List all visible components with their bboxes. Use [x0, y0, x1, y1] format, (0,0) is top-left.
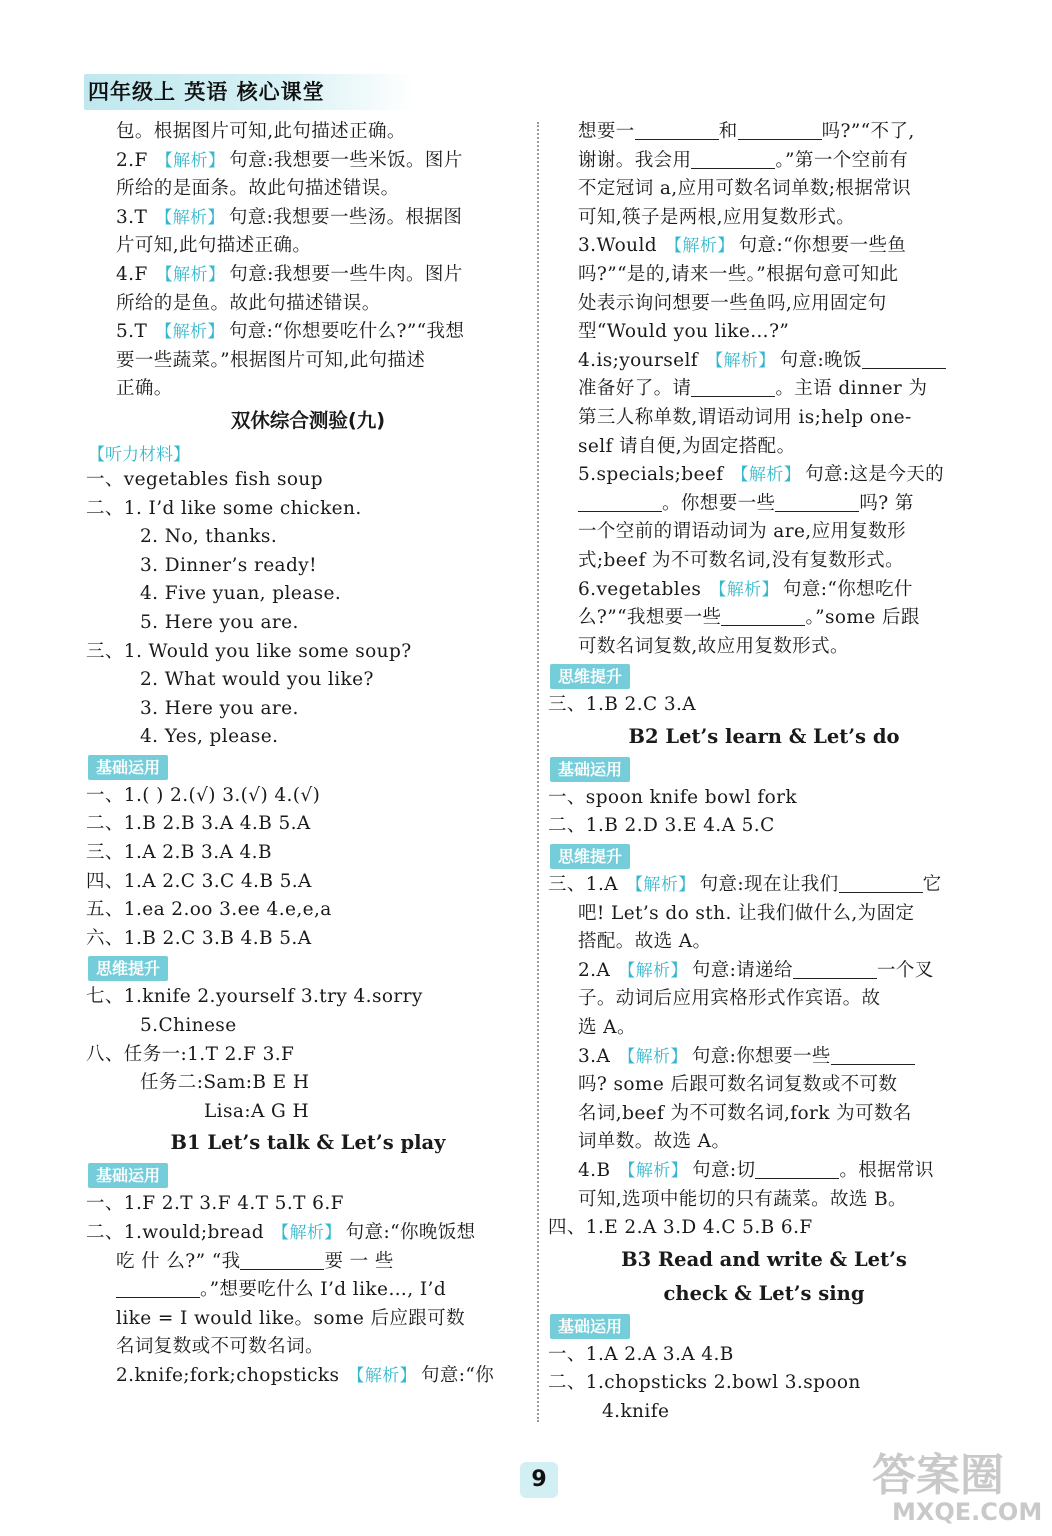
line-text: 想要一	[578, 121, 635, 142]
text-line	[548, 433, 980, 462]
line-text-mid: 和	[718, 121, 738, 142]
line-text: self 请自便,为固定搭配。	[578, 435, 796, 457]
text-line	[86, 666, 530, 695]
text-line	[86, 723, 530, 752]
text-line	[86, 1276, 530, 1305]
badge-row	[548, 661, 980, 691]
line-text: 可知,选项中能切的只有蔬菜。故选 B。	[578, 1188, 907, 1210]
line-text: 名词复数或不可数名词。	[116, 1336, 324, 1358]
line-text: 句意:切	[692, 1160, 756, 1181]
line-text: 一、vegetables fish soup	[86, 468, 323, 490]
watermark-top-text: 答案圈	[872, 1450, 1004, 1501]
text-line	[548, 1157, 980, 1186]
line-text: 选 A。	[578, 1017, 636, 1039]
text-line	[86, 638, 530, 667]
text-line	[548, 1100, 980, 1129]
line-text: like = I would like。some 后应跟可数	[116, 1307, 465, 1329]
line-text: 3. Here you are.	[140, 697, 299, 719]
line-text: 任务二:Sam:B E H	[140, 1072, 310, 1094]
analysis-tag: 【解析】	[731, 465, 802, 486]
analysis-tag: 【解析】	[618, 1161, 689, 1181]
analysis-tag: 【解析】	[272, 1223, 342, 1243]
text-line	[548, 1043, 980, 1072]
answer-blank	[116, 1277, 200, 1298]
badge-row	[86, 438, 530, 466]
line-text: 句意:“你想吃什	[782, 578, 913, 600]
item-number: 5.specials;beef	[578, 464, 724, 486]
item-number: 4.F	[116, 263, 148, 285]
line-text: 不定冠词 a,应用可数名词单数;根据常识	[578, 178, 912, 200]
text-line	[548, 1341, 980, 1370]
line-text-post: 。主语 dinner 为	[775, 378, 928, 400]
text-line	[548, 1398, 980, 1427]
text-line	[86, 1333, 530, 1362]
answer-blank	[775, 491, 859, 512]
text-line	[86, 1248, 530, 1277]
text-line	[548, 547, 980, 576]
text-line	[86, 609, 530, 638]
line-text: 第三人称单数,谓语动词用 is;help one-	[578, 406, 912, 428]
text-line	[548, 633, 980, 662]
answer-blank	[578, 491, 662, 512]
line-text: 吗?”“是的,请来一些。”根据句意可知此	[578, 263, 899, 285]
line-text: 三、1. Would you like some soup?	[86, 640, 412, 662]
text-line	[86, 1305, 530, 1334]
badge-row	[86, 1160, 530, 1190]
answer-blank	[755, 1158, 839, 1179]
text-line	[548, 404, 980, 433]
text-line	[86, 523, 530, 552]
line-text: 2. No, thanks.	[140, 526, 278, 548]
answer-blank	[793, 958, 877, 979]
line-text: 可知,筷子是两根,应用复数形式。	[578, 206, 856, 228]
text-line	[548, 900, 980, 929]
text-line	[548, 1369, 980, 1398]
line-text: 句意:你想要一些	[691, 1045, 831, 1067]
analysis-tag: 【解析】	[155, 322, 225, 343]
answer-blank	[721, 605, 805, 626]
text-line	[548, 1071, 980, 1100]
line-text: 二、1. I’d like some chicken.	[86, 497, 362, 519]
line-text: 句意:“你晚饭想	[345, 1222, 476, 1243]
text-line	[548, 871, 980, 900]
text-line	[86, 175, 530, 204]
line-text: 八、任务一:1.T 2.F 3.F	[86, 1043, 295, 1065]
answer-blank	[839, 872, 923, 893]
text-line	[86, 118, 530, 147]
text-line	[86, 552, 530, 581]
line-text: 4. Yes, please.	[140, 726, 279, 748]
line-text: 一个空前的谓语动词为 are,应用复数形	[578, 521, 907, 543]
analysis-tag: 【解析】	[665, 236, 735, 257]
text-line	[86, 580, 530, 609]
answer-blank	[240, 1249, 324, 1270]
line-text: 句意:晚饭	[779, 349, 862, 371]
answer-blank	[691, 148, 775, 169]
line-text: 句意:我想要一些米饭。图片	[229, 149, 463, 171]
item-number: 3.T	[116, 206, 148, 228]
analysis-tag: 【解析】	[618, 1046, 688, 1067]
line-text-post: 要 一 些	[324, 1250, 394, 1272]
line-text: 吃 什 么?” “我	[116, 1250, 241, 1272]
line-text: 要一些蔬菜。”根据图片可知,此句描述	[116, 349, 426, 371]
item-answer: 3.A	[578, 1045, 611, 1067]
text-line	[86, 1190, 530, 1219]
text-line	[86, 375, 530, 404]
page-number: 9	[531, 1467, 547, 1492]
item-answer: 2.knife;fork;chopsticks	[116, 1364, 340, 1386]
badge-row	[86, 752, 530, 782]
text-line	[548, 1214, 980, 1243]
left-column	[86, 118, 530, 1391]
line-text: 句意:这是今天的	[805, 464, 945, 486]
section-title: B1 Let’s talk & Let’s play	[170, 1131, 446, 1155]
line-text: 正确。	[116, 378, 173, 400]
section-badge: 思维提升	[88, 956, 168, 981]
text-line	[548, 490, 980, 519]
text-line	[548, 347, 980, 376]
section-badge: 基础运用	[550, 1314, 630, 1339]
section-title: B3 Read and write & Let’s	[621, 1247, 907, 1271]
line-text: 4. Five yuan, please.	[140, 583, 342, 605]
listening-label: 【听力材料】	[88, 444, 190, 465]
line-text: 句意:请递给	[691, 959, 793, 981]
text-line: 三、1.B 2.C 3.A	[548, 694, 697, 716]
column-divider	[537, 122, 539, 1422]
line-text-post: 。”第一个空前有	[775, 149, 909, 171]
text-line	[548, 461, 980, 490]
analysis-tag: 【解析】	[618, 960, 688, 981]
line-text: 5. Here you are.	[140, 611, 299, 633]
text-line	[86, 1219, 530, 1248]
answer-blank	[831, 1044, 915, 1065]
line-text: 3. Dinner’s ready!	[140, 554, 317, 576]
section-badge: 基础运用	[88, 1163, 168, 1188]
section-badge: 思维提升	[550, 844, 630, 869]
text-line	[86, 347, 530, 376]
line-text: 所给的是鱼。故此句描述错误。	[116, 292, 381, 314]
analysis-tag: 【解析】	[626, 875, 696, 896]
line-text: 句意:“你想要吃什么?”“我想	[228, 321, 465, 343]
text-line	[548, 204, 980, 233]
line-text: 片可知,此句描述正确。	[116, 235, 312, 257]
line-text: 处表示询问想要一些鱼吗,应用固定句	[578, 292, 887, 314]
answer-blank	[862, 348, 946, 369]
text-line: 二、1.B 2.D 3.E 4.A 5.C	[548, 815, 775, 837]
text-line: 一、spoon knife bowl fork	[548, 786, 797, 808]
text-line	[548, 118, 980, 147]
section-badge: 基础运用	[550, 757, 630, 782]
analysis-tag: 【解析】	[347, 1365, 417, 1386]
badge-row	[548, 754, 980, 784]
text-line	[86, 147, 530, 176]
line-text: 4.knife	[602, 1400, 670, 1422]
text-line	[548, 928, 980, 957]
line-text: 子。动词后应用宾格形式作宾语。故	[578, 988, 881, 1010]
section-badge: 思维提升	[550, 664, 630, 689]
text-line	[86, 466, 530, 495]
line-text-post: 。根据常识	[839, 1160, 934, 1181]
text-line	[548, 1128, 980, 1157]
line-text: 句意:我想要一些牛肉。图片	[229, 263, 463, 285]
text-line	[86, 1012, 530, 1041]
item-number: 4.is;yourself	[578, 349, 699, 371]
text-line	[86, 1069, 530, 1098]
line-text-post: 一个叉	[876, 959, 934, 981]
text-line: 五、1.ea 2.oo 3.ee 4.e,e,a	[86, 899, 332, 921]
text-line	[548, 375, 980, 404]
line-text: 式;beef 为不可数名词,没有复数形式。	[578, 549, 904, 571]
line-text: 。”想要吃什么 I’d like…, I’d	[200, 1279, 447, 1301]
item-number: 5.T	[116, 321, 148, 343]
line-text: 搭配。故选 A。	[578, 931, 712, 953]
header-title: 四年级上 英语 核心课堂	[88, 80, 325, 104]
line-text: 。你想要一些	[662, 492, 776, 514]
line-text-post: 它	[922, 874, 942, 896]
text-line	[548, 147, 980, 176]
section-title: 双休综合测验(九)	[230, 408, 386, 432]
text-line	[86, 1098, 530, 1127]
line-text: 吗? some 后跟可数名词复数或不可数	[578, 1074, 898, 1096]
section-badge: 基础运用	[88, 755, 168, 780]
line-text: 句意:现在让我们	[699, 874, 839, 896]
line-text: 句意:我想要一些汤。根据图	[228, 206, 463, 228]
right-column	[548, 118, 980, 1427]
line-text: 七、1.knife 2.yourself 3.try 4.sorry	[86, 986, 423, 1008]
text-line	[548, 290, 980, 319]
text-line	[86, 290, 530, 319]
analysis-tag: 【解析】	[155, 150, 226, 171]
item-answer: 4.B	[578, 1160, 611, 1181]
text-line	[86, 1041, 530, 1070]
text-line: 三、1.A 2.B 3.A 4.B	[86, 842, 272, 864]
line-text-post: 。”some 后跟	[805, 607, 920, 629]
analysis-tag: 【解析】	[709, 579, 779, 600]
text-line: 一、1.( ) 2.(√) 3.(√) 4.(√)	[86, 784, 321, 806]
item-number: 6.vegetables	[578, 578, 702, 600]
line-text-post: 吗?”“不了,	[821, 121, 915, 142]
line-text: 二、1.chopsticks 2.bowl 3.spoon	[548, 1372, 861, 1394]
line-text: 谢谢。我会用	[578, 149, 692, 171]
text-line	[548, 318, 980, 347]
line-text: 四、1.E 2.A 3.D 4.C 5.B 6.F	[548, 1217, 813, 1239]
answer-blank	[738, 119, 822, 140]
line-text: 么?”“我想要一些	[578, 607, 722, 629]
text-line	[548, 1186, 980, 1215]
line-text: Lisa:A G H	[204, 1100, 309, 1122]
text-line: 四、1.A 2.C 3.C 4.B 5.A	[86, 870, 312, 892]
section-title: B2 Let’s learn & Let’s do	[628, 724, 900, 748]
line-text: 句意:“你想要一些鱼	[738, 235, 907, 257]
text-line	[86, 695, 530, 724]
analysis-tag: 【解析】	[155, 207, 225, 228]
line-text: 准备好了。请	[578, 378, 692, 400]
item-number: 2.F	[116, 149, 148, 171]
badge-row	[548, 1311, 980, 1341]
text-line: 六、1.B 2.C 3.B 4.B 5.A	[86, 927, 312, 949]
text-line	[86, 204, 530, 233]
line-text: 词单数。故选 A。	[578, 1131, 731, 1153]
answer-blank	[635, 119, 719, 140]
line-text: 2. What would you like?	[140, 669, 374, 691]
item-answer: 三、1.A	[548, 874, 619, 896]
text-line	[548, 576, 980, 605]
badge-row	[548, 841, 980, 871]
line-text: 包。根据图片可知,此句描述正确。	[116, 121, 406, 142]
line-text: 所给的是面条。故此句描述错误。	[116, 178, 400, 200]
text-line	[548, 957, 980, 986]
text-line	[548, 1014, 980, 1043]
text-line	[548, 604, 980, 633]
text-line	[86, 318, 530, 347]
item-number: 3.Would	[578, 235, 658, 257]
text-line	[548, 518, 980, 547]
badge-row	[86, 953, 530, 983]
item-answer: 2.A	[578, 959, 611, 981]
text-line	[86, 983, 530, 1012]
analysis-tag: 【解析】	[706, 350, 776, 371]
line-text: 句意:“你	[420, 1364, 495, 1386]
item-answer: 二、1.would;bread	[86, 1222, 265, 1243]
text-line	[86, 232, 530, 261]
text-line	[86, 261, 530, 290]
line-text-post: 吗? 第	[859, 492, 914, 514]
analysis-tag: 【解析】	[155, 264, 226, 285]
line-text: 吧! Let’s do sth. 让我们做什么,为固定	[578, 902, 915, 924]
watermark-logo	[866, 1440, 1042, 1526]
line-text: 一、1.F 2.T 3.F 4.T 5.T 6.F	[86, 1193, 344, 1215]
watermark-bottom-text: MXQE.COM	[892, 1498, 1042, 1526]
line-text: 型“Would you like…?”	[578, 321, 790, 343]
line-text: 一、1.A 2.A 3.A 4.B	[548, 1343, 734, 1365]
text-line	[548, 261, 980, 290]
text-line	[548, 175, 980, 204]
section-title: check & Let’s sing	[663, 1281, 865, 1305]
text-line	[548, 232, 980, 261]
line-text: 名词,beef 为不可数名词,fork 为可数名	[578, 1102, 912, 1124]
line-text: 可数名词复数,故应用复数形式。	[578, 635, 849, 657]
text-line	[86, 495, 530, 524]
text-line	[86, 1362, 530, 1391]
answer-blank	[691, 376, 775, 397]
text-line	[548, 985, 980, 1014]
line-text: 5.Chinese	[140, 1015, 237, 1037]
text-line: 二、1.B 2.B 3.A 4.B 5.A	[86, 813, 311, 835]
